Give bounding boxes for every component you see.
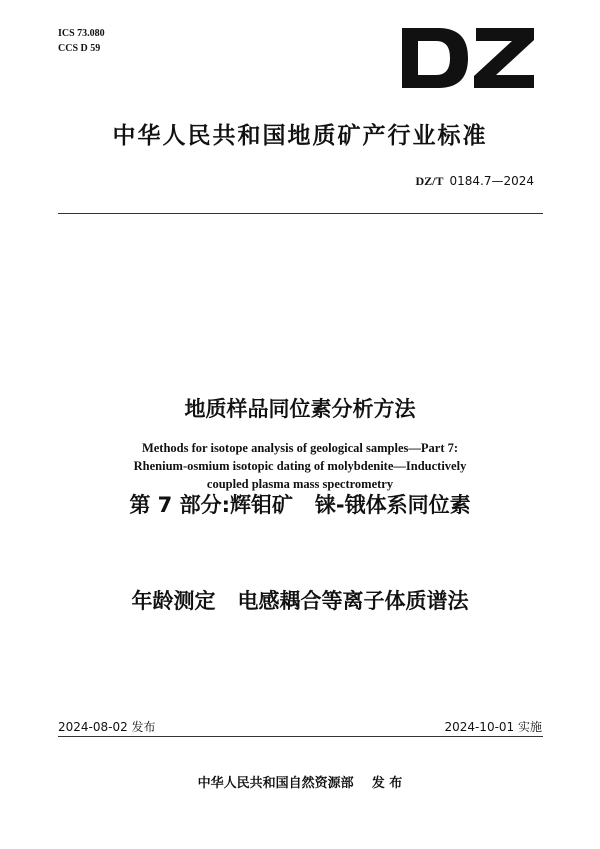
ccs-code: CCS D 59 [58,43,101,54]
english-title-line-2: Rhenium-osmium isotopic dating of molybdenite—Inductively [133,459,467,473]
implementation-date: 2024-10-01 实施 [444,720,542,734]
org-title: 中华人民共和国地质矿产行业标准 [112,123,488,149]
publish-date: 2024-08-02 发布 [58,720,156,734]
dz-logo [398,24,538,92]
bottom-divider [58,736,543,737]
chinese-title-line-1: 地质样品同位素分析方法 [184,397,416,421]
top-divider [58,213,543,214]
english-title-line-3: coupled plasma mass spectrometry [206,477,394,491]
standard-number [415,174,534,189]
standard-prefix: DZ/T [415,174,444,188]
standard-code: 0184.7—2024 [449,174,534,188]
classification-codes [58,26,105,56]
ics-code: ICS 73.080 [58,28,105,39]
english-title-line-1: Methods for isotope analysis of geological samples—Part 7: [141,441,459,455]
chinese-title-line-2: 第 7 部分:辉钼矿 铼-锇体系同位素 [129,493,471,517]
chinese-title-line-3: 年龄测定 电感耦合等离子体质谱法 [131,589,469,613]
english-title [0,439,600,493]
issuing-authority: 中华人民共和国自然资源部 发 布 [197,776,403,791]
